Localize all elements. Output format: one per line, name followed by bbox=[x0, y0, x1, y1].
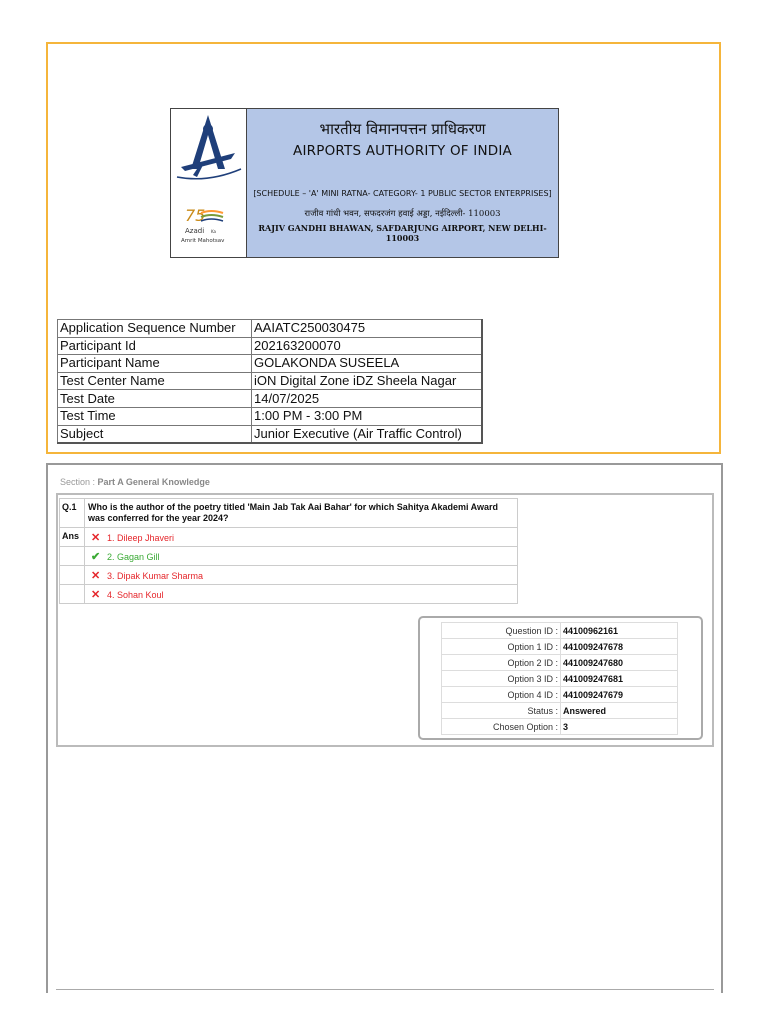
meta-row bbox=[442, 655, 678, 671]
bottom-divider bbox=[56, 989, 714, 990]
section-name: Part A General Knowledge bbox=[97, 477, 210, 487]
meta-label: Question ID : bbox=[442, 623, 561, 639]
info-label: Subject bbox=[58, 425, 252, 443]
meta-row bbox=[442, 703, 678, 719]
info-label: Test Date bbox=[58, 390, 252, 408]
meta-label: Chosen Option : bbox=[442, 719, 561, 735]
cross-icon: ✕ bbox=[91, 588, 101, 601]
info-row bbox=[58, 407, 483, 425]
meta-row bbox=[442, 623, 678, 639]
aai-logo bbox=[171, 109, 247, 257]
option-2 bbox=[85, 547, 518, 566]
meta-value: Answered bbox=[561, 703, 678, 719]
meta-label: Option 1 ID : bbox=[442, 639, 561, 655]
info-value: Junior Executive (Air Traffic Control) bbox=[252, 425, 483, 443]
question-row bbox=[60, 499, 518, 528]
info-value: 1:00 PM - 3:00 PM bbox=[252, 407, 483, 425]
svg-text:75: 75 bbox=[185, 206, 206, 225]
aai-banner bbox=[170, 108, 559, 258]
info-row bbox=[58, 390, 483, 408]
candidate-info-table bbox=[57, 319, 483, 444]
question-text: Who is the author of the poetry titled 'Main Jab Tak Aai Bahar' for which Sahitya Akademi Award was conferred for the year 2024? bbox=[85, 499, 518, 528]
cross-icon: ✕ bbox=[91, 531, 101, 544]
question-meta-table bbox=[441, 622, 678, 735]
meta-label: Option 4 ID : bbox=[442, 687, 561, 703]
info-label: Participant Id bbox=[58, 337, 252, 355]
meta-label: Option 3 ID : bbox=[442, 671, 561, 687]
option-row bbox=[60, 566, 518, 585]
meta-value: 3 bbox=[561, 719, 678, 735]
section-prefix: Section : bbox=[60, 477, 98, 487]
address-hindi: राजीव गांधी भवन, सफदरजंग हवाई अड्डा, नईदिल्ली- 110003 bbox=[304, 209, 501, 219]
ans-label: Ans bbox=[60, 528, 85, 547]
section-label bbox=[60, 477, 210, 487]
meta-row bbox=[442, 639, 678, 655]
info-row bbox=[58, 337, 483, 355]
info-value: 14/07/2025 bbox=[252, 390, 483, 408]
option-3 bbox=[85, 566, 518, 585]
option-text: 3. Dipak Kumar Sharma bbox=[107, 570, 204, 581]
meta-value: 441009247681 bbox=[561, 671, 678, 687]
info-row bbox=[58, 320, 483, 338]
svg-text:Amrit Mahotsav: Amrit Mahotsav bbox=[181, 238, 225, 244]
info-row bbox=[58, 372, 483, 390]
option-row bbox=[60, 547, 518, 566]
info-value: AAIATC250030475 bbox=[252, 320, 483, 338]
meta-value: 441009247678 bbox=[561, 639, 678, 655]
meta-value: 441009247680 bbox=[561, 655, 678, 671]
meta-value: 44100962161 bbox=[561, 623, 678, 639]
meta-label: Status : bbox=[442, 703, 561, 719]
option-text: 2. Gagan Gill bbox=[107, 551, 160, 562]
info-label: Participant Name bbox=[58, 355, 252, 373]
aai-emblem-icon bbox=[171, 109, 245, 257]
meta-value: 441009247679 bbox=[561, 687, 678, 703]
info-row bbox=[58, 425, 483, 443]
meta-row bbox=[442, 687, 678, 703]
option-row bbox=[60, 585, 518, 604]
banner-text-panel bbox=[247, 109, 558, 257]
meta-row bbox=[442, 719, 678, 735]
question-number: Q.1 bbox=[60, 499, 85, 528]
info-label: Application Sequence Number bbox=[58, 320, 252, 338]
org-name-hindi: भारतीय विमानपत्तन प्राधिकरण bbox=[319, 120, 486, 138]
org-name-english: AIRPORTS AUTHORITY OF INDIA bbox=[293, 143, 512, 159]
meta-row bbox=[442, 671, 678, 687]
option-row bbox=[60, 528, 518, 547]
question-table bbox=[59, 498, 518, 604]
cross-icon: ✕ bbox=[91, 569, 101, 582]
check-icon: ✔ bbox=[91, 550, 101, 563]
info-row bbox=[58, 355, 483, 373]
svg-text:Azadi: Azadi bbox=[185, 227, 205, 235]
org-schedule: [SCHEDULE – 'A' MINI RATNA- CATEGORY- 1 PUBLIC SECTOR ENTERPRISES] bbox=[253, 189, 552, 198]
option-text: 1. Dileep Jhaveri bbox=[107, 532, 175, 543]
option-text: 4. Sohan Koul bbox=[107, 589, 164, 600]
info-label: Test Time bbox=[58, 407, 252, 425]
meta-label: Option 2 ID : bbox=[442, 655, 561, 671]
info-value: 202163200070 bbox=[252, 337, 483, 355]
info-label: Test Center Name bbox=[58, 372, 252, 390]
info-value: GOLAKONDA SUSEELA bbox=[252, 355, 483, 373]
svg-text:Ka: Ka bbox=[211, 229, 217, 234]
address-english: RAJIV GANDHI BHAWAN, SAFDARJUNG AIRPORT, NEW DELHI-110003 bbox=[258, 223, 547, 243]
option-4 bbox=[85, 585, 518, 604]
option-1 bbox=[85, 528, 518, 547]
info-value: iON Digital Zone iDZ Sheela Nagar bbox=[252, 372, 483, 390]
